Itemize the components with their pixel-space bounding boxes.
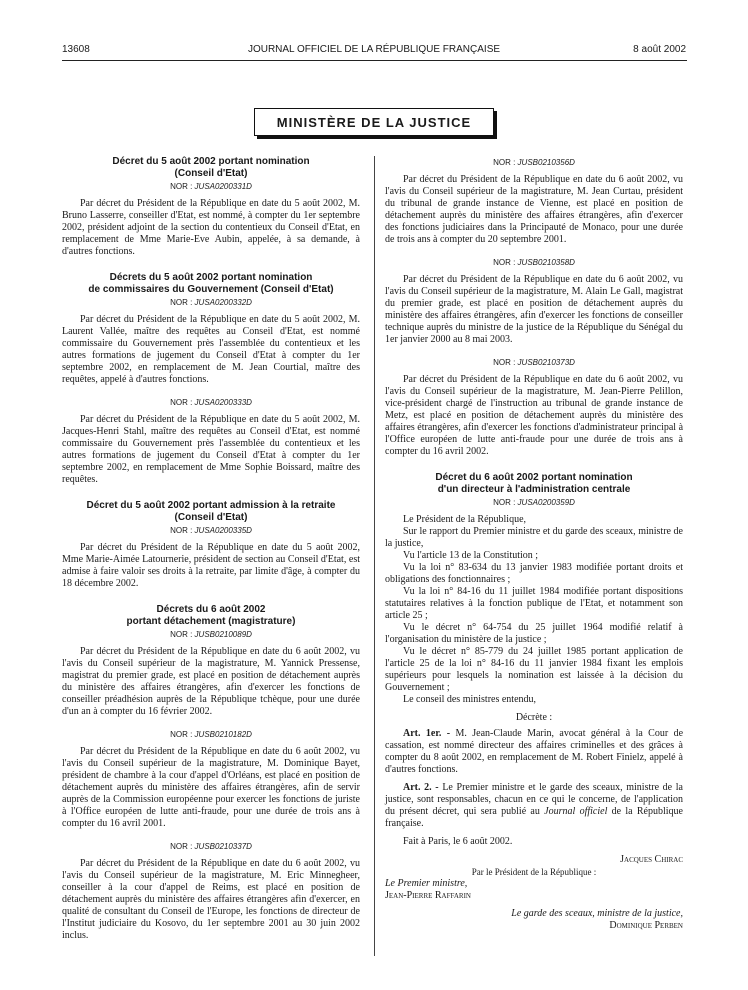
journal-title: JOURNAL OFFICIEL DE LA RÉPUBLIQUE FRANÇAISE	[247, 44, 501, 55]
nor-reference	[62, 842, 360, 852]
decree-title	[62, 604, 360, 628]
decree-title	[385, 472, 683, 496]
column-divider	[374, 156, 375, 956]
nor-reference	[62, 298, 360, 308]
visa-line: Vu la loi n° 83-634 du 13 janvier 1983 modifiée portant droits et obligations des fonctionnaires ;	[385, 562, 683, 585]
signature-par: Par le Président de la République :	[471, 867, 597, 877]
nor-reference	[385, 258, 683, 268]
nor-code: JUSB0210089D	[194, 630, 252, 639]
decree-title-line: Décret du 5 août 2002 portant admission à la retraite	[86, 500, 336, 511]
nor-label: NOR :	[170, 526, 193, 535]
nor-reference	[62, 730, 360, 740]
decree-title-line: (Conseil d'Etat)	[174, 512, 248, 523]
right-column	[385, 156, 683, 932]
decree-paragraph: Par décret du Président de la République en date du 6 août 2002, vu l'avis du Conseil supérieur de la magistrature, M. Alain Le Gall, magistrat du premier grade, est placé en position de détachement auprès du ministère des affaires étrangères, afin d'exercer les fonctions de conseiller technique auprès du ministre de la justice de la République du Sénégal du 1er janvier 2000 au 8 mai 2003.	[385, 274, 683, 345]
decree-paragraph: Par décret du Président de la République en date du 6 août 2002, vu l'avis du Conseil supérieur de la magistrature, M. Dominique Bayet, président de chambre à la cour d'appel d'Orléans, est placé en position de détachement auprès du ministère des affaires étrangères, afin de servir auprès de la Commission européenne pour exercer les fonctions de juriste à l'Office européen de lutte anti-fraude, pour une durée de trois ans à compter du 16 avril 2001.	[62, 746, 360, 829]
done-at: Fait à Paris, le 6 août 2002.	[403, 836, 513, 847]
article-1	[385, 728, 683, 776]
signature-pm-name: Jean-Pierre Raffarin	[385, 890, 471, 901]
nor-code: JUSA0200335D	[194, 526, 252, 535]
nor-label: NOR :	[493, 258, 516, 267]
nor-code: JUSB0210337D	[194, 842, 252, 851]
nor-label: NOR :	[170, 842, 193, 851]
decree-title	[62, 156, 360, 180]
nor-reference	[62, 526, 360, 536]
nor-label: NOR :	[170, 730, 193, 739]
signature-gs-name: Dominique Perben	[609, 920, 683, 931]
nor-label: NOR :	[170, 398, 193, 407]
decree-title-line: (Conseil d'Etat)	[174, 168, 248, 179]
visa-line: Vu le décret n° 85-779 du 24 juillet 1985 portant application de l'article 25 de la loi n° 84-16 du 11 janvier 1984 fixant les emplois supérieurs pour lesquels la nomination est laissée à la décision du Gouvernement ;	[385, 646, 683, 693]
nor-label: NOR :	[493, 158, 516, 167]
nor-reference	[385, 158, 683, 168]
decree-paragraph: Par décret du Président de la République en date du 6 août 2002, vu l'avis du Conseil supérieur de la magistrature, M. Eric Minnegheer, conseiller à la cour d'appel de Reims, est placé en position de détachement auprès du ministère des affaires étrangères afin d'exercer, en qualité de consultant du Conseil de l'Europe, les fonctions de directeur de l'Institut judiciaire du Kosovo, du 1er septembre 2001 au 30 juin 2002 inclus.	[62, 858, 360, 941]
article-text: Le Premier ministre et le garde des sceaux, ministre de la justice, sont responsables, chacun en ce qui le concerne, de l'application du présent décret, qui sera publié au	[385, 782, 683, 817]
visa-line: Le Président de la République,	[403, 514, 527, 525]
decree-paragraph: Par décret du Président de la République en date du 6 août 2002, vu l'avis du Conseil supérieur de la magistrature, M. Jean-Pierre Pelillon, vice-président chargé de l'instruction au tribunal de grande instance de Metz, est placé en position de détachement auprès du ministère des affaires étrangères, afin d'exercer les fonctions d'administrateur principal à l'Office européen de lutte anti-fraude pour une durée de trois ans à compter du 16 avril 2002.	[385, 374, 684, 457]
nor-code: JUSA0200332D	[194, 298, 252, 307]
article-text: M. Jean-Claude Marin, avocat général à la Cour de cassation, est nommé directeur des affaires criminelles et des grâces à compter du 8 août 2002, en remplacement de M. Robert Finielz, appelé à d'autres fonctions.	[385, 728, 684, 775]
header-rule	[62, 60, 687, 61]
visa-line: Sur le rapport du Premier ministre et du garde des sceaux, ministre de la justice,	[385, 526, 683, 549]
nor-label: NOR :	[170, 630, 193, 639]
nor-label: NOR :	[170, 298, 193, 307]
decrete-label: Décrète :	[515, 712, 553, 723]
page-number: 13608	[62, 44, 90, 55]
decree-paragraph: Par décret du Président de la République en date du 5 août 2002, M. Laurent Vallée, maître des requêtes au Conseil d'Etat, est nommé commissaire du Gouvernement près l'assemblée du contentieux et les autres formations de jugement du Conseil d'Etat à compter du 1er septembre 2002, en remplacement de M. Jean Courtial, maître des requêtes, appelé à d'autres fonctions.	[62, 314, 360, 385]
left-column	[62, 156, 360, 942]
nor-reference	[62, 182, 360, 192]
issue-date: 8 août 2002	[633, 44, 686, 55]
nor-label: NOR :	[493, 498, 516, 507]
decree-paragraph: Par décret du Président de la République en date du 6 août 2002, vu l'avis du Conseil supérieur de la magistrature, M. Jean Curtau, président du tribunal de grande instance de Vienne, est placé en position de détachement auprès du ministère des affaires étrangères, afin d'exercer des fonctions judiciaires dans la Principauté de Monaco, pour une durée de trois ans à compter du 20 septembre 2001.	[385, 174, 683, 245]
nor-code: JUSB0210182D	[194, 730, 252, 739]
nor-code: JUSA0200359D	[517, 498, 575, 507]
article-2	[385, 782, 683, 830]
decree-title	[62, 272, 360, 296]
signature-pm-title: Le Premier ministre,	[385, 878, 468, 889]
nor-code: JUSA0200333D	[194, 398, 252, 407]
visa-line: Vu la loi n° 84-16 du 11 juillet 1984 modifiée portant dispositions statutaires relatives à la fonction publique de l'Etat, et notamment son article 25 ;	[385, 586, 683, 621]
decree-title-line: d'un directeur à l'administration centrale	[437, 484, 631, 495]
signature-gs-title: Le garde des sceaux, ministre de la justice,	[511, 908, 683, 919]
visa-line: Vu le décret n° 64-754 du 25 juillet 1964 modifié relatif à l'organisation du ministère de la justice ;	[385, 622, 683, 645]
article-label: Art. 2. -	[403, 782, 439, 793]
nor-reference	[62, 630, 360, 640]
nor-code: JUSB0210373D	[517, 358, 575, 367]
decree-title	[62, 500, 360, 524]
decree-paragraph: Par décret du Président de la République en date du 5 août 2002, Mme Marie-Aimée Latournerie, président de section au Conseil d'Etat, est admise à faire valoir ses droits à la retraite, par limite d'âge, à compter du 18 décembre 2002.	[62, 542, 360, 589]
decree-paragraph: Par décret du Président de la République en date du 5 août 2002, M. Jacques-Henri Stahl, maître des requêtes au Conseil d'Etat, est nommé commissaire du Gouvernement près l'assemblée du contentieux et les autres formations de jugement du Conseil d'Etat à compter du 1er septembre 2002, en remplacement de Mme Sophie Boissard, maître des requêtes.	[62, 414, 360, 485]
nor-label: NOR :	[170, 182, 193, 191]
decree-title-line: Décrets du 6 août 2002	[156, 604, 266, 615]
signature-president: Jacques Chirac	[620, 854, 683, 865]
visa-line: Le conseil des ministres entendu,	[403, 694, 537, 705]
decree-title-line: Décret du 5 août 2002 portant nomination	[112, 156, 310, 167]
decree-paragraph: Par décret du Président de la République en date du 5 août 2002, M. Bruno Lasserre, conseiller d'Etat, est nommé, à compter du 1er septembre 2002, président adjoint de la section du contentieux du Conseil d'Etat, en remplacement de Mme Marie-Eve Aubin, appelée, à sa demande, à d'autres fonctions.	[62, 198, 360, 257]
decree-title-line: de commissaires du Gouvernement (Conseil d'Etat)	[88, 284, 334, 295]
decree-paragraph: Par décret du Président de la République en date du 6 août 2002, vu l'avis du Conseil supérieur de la magistrature, M. Yannick Pressense, magistrat du premier grade, est placé en position de détachement auprès du ministère des affaires étrangères, afin d'exercer les fonctions de conseiller préadhésion auprès de la République tchèque, pour une durée d'un an à compter du 16 février 2002.	[62, 646, 360, 717]
nor-code: JUSB0210358D	[517, 258, 575, 267]
article-text: de la République française.	[385, 806, 683, 829]
nor-label: NOR :	[493, 358, 516, 367]
nor-code: JUSB0210356D	[517, 158, 575, 167]
visa-line: Vu l'article 13 de la Constitution ;	[403, 550, 539, 561]
decree-title-line: Décrets du 5 août 2002 portant nomination	[109, 272, 313, 283]
nor-reference	[62, 398, 360, 408]
ministry-title: MINISTÈRE DE LA JUSTICE	[254, 108, 494, 136]
journal-name: Journal officiel	[544, 806, 608, 817]
nor-code: JUSA0200331D	[194, 182, 252, 191]
nor-reference	[385, 498, 683, 508]
decree-title-line: portant détachement (magistrature)	[126, 616, 296, 627]
nor-reference	[385, 358, 683, 368]
article-label: Art. 1er. -	[403, 728, 451, 739]
decree-title-line: Décret du 6 août 2002 portant nomination	[435, 472, 633, 483]
